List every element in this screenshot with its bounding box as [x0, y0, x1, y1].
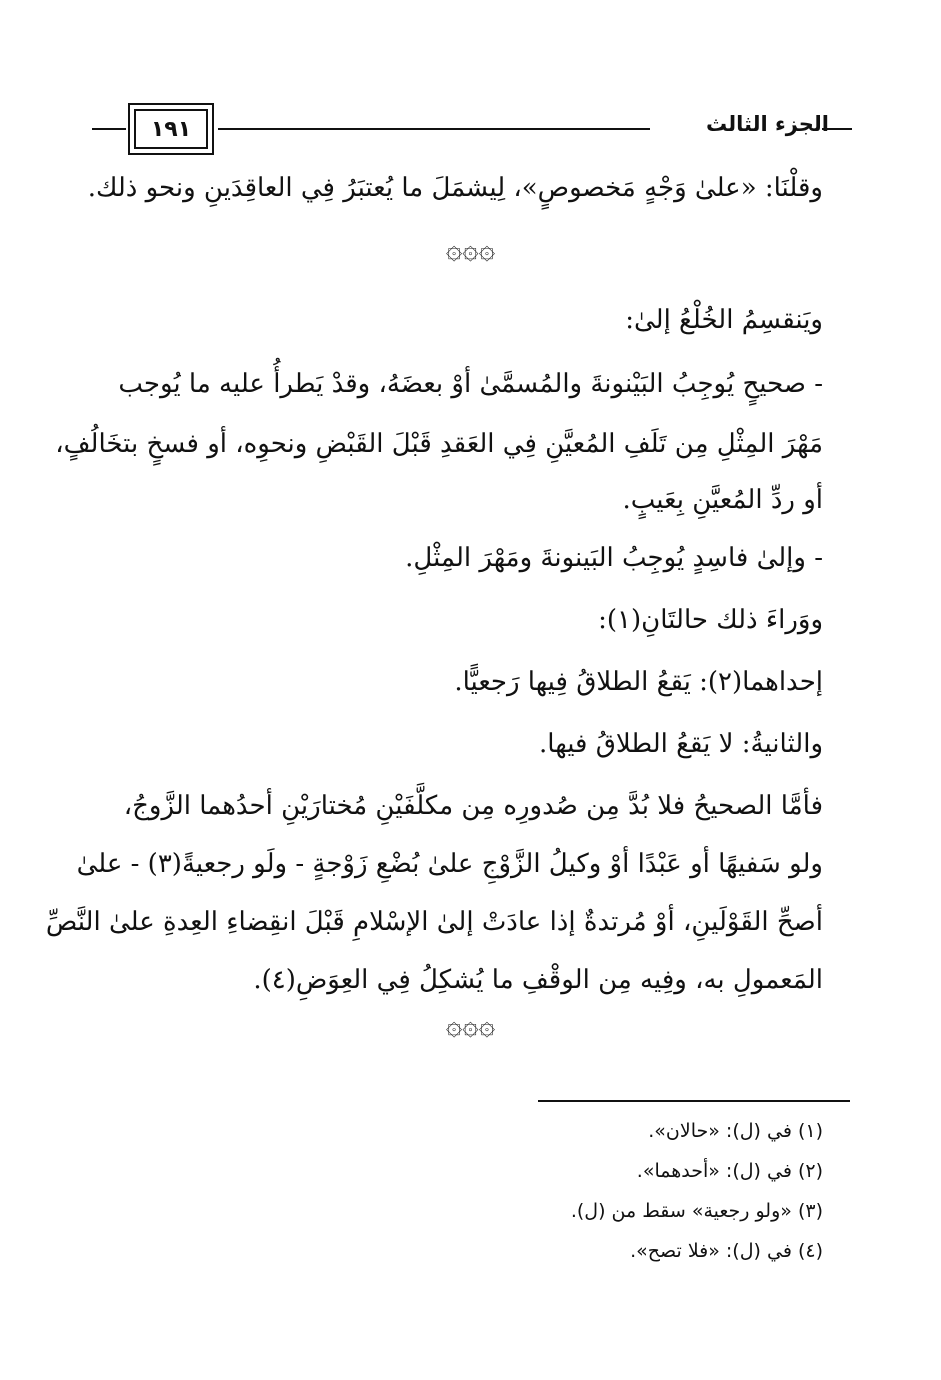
paragraph-1: وقلْنَا: «علىٰ وَجْهٍ مَخصوصٍ»، لِيشمَلَ ما يُعتبَرُ فِي العاقِدَينِ ونحو ذلك. [87, 173, 823, 203]
paragraph-3-line-3: أو ردِّ المُعيَّنِ بِعَيبٍ. [622, 485, 823, 515]
page-number: ١٩١ [134, 109, 208, 149]
running-header: الجزء الثالث [706, 112, 829, 136]
paragraph-7: والثانيةُ: لا يَقعُ الطلاقُ فيها. [539, 729, 823, 759]
paragraph-6: إحداهما(٢): يَقعُ الطلاقُ فِيها رَجعيًّا. [454, 667, 823, 697]
paragraph-8-line-3: أصحِّ القَوْلَينِ، أوْ مُرتدةٌ إذا عادَتْ إلىٰ الإسْلامِ قَبْلَ انقِضاءِ العِدةِ علىٰ النَّصِّ [45, 907, 823, 937]
section-separator-ornament: ۞۞۞ [445, 1008, 496, 1041]
paragraph-4: - وإلىٰ فاسِدٍ يُوجِبُ البَينونةَ ومَهْرَ المِثْلِ. [405, 543, 823, 573]
footnote-2: (٢) في (ل): «أحدهما». [636, 1160, 823, 1182]
paragraph-8-line-2: ولو سَفيهًا أو عَبْدًا أوْ وكيلُ الزَّوْجِ علىٰ بُضْعِ زَوْجةٍ - ولَو رجعيةً(٣) - علىٰ [76, 849, 823, 879]
page-number-frame [128, 103, 214, 155]
footnote-4: (٤) في (ل): «فلا تصح». [630, 1240, 823, 1262]
paragraph-8-line-1: فأمَّا الصحيحُ فلا بُدَّ مِن صُدورِه مِن مكلَّفَيْنِ مُختارَيْنِ أحدُهما الزَّوجُ، [123, 791, 823, 821]
paragraph-5: ووَراءَ ذلك حالتَانِ(١): [598, 605, 823, 635]
paragraph-3-line-2: مَهْرَ المِثْلِ مِن تَلَفِ المُعيَّنِ فِي العَقدِ قَبْلَ القَبْضِ ونحوِه، أو فسخٍ بتخَالُفٍ، [55, 429, 823, 459]
paragraph-2: ويَنقسِمُ الخُلْعُ إلىٰ: [625, 305, 823, 335]
paragraph-8-line-4: المَعمولِ به، وفِيه مِن الوقْفِ ما يُشكِلُ فِي العِوَضِ(٤). [253, 965, 823, 995]
paragraph-3-line-1: - صحيحٍ يُوجِبُ البَيْنونةَ والمُسمَّىٰ أوْ بعضَهُ، وقدْ يَطرأُ عليه ما يُوجب [118, 369, 823, 399]
footnote-1: (١) في (ل): «حالان». [648, 1120, 823, 1142]
footnote-rule [538, 1100, 850, 1102]
footnote-3: (٣) «ولو رجعية» سقط من (ل). [570, 1200, 823, 1222]
header-rule-center [218, 128, 650, 130]
section-separator-ornament: ۞۞۞ [445, 232, 496, 265]
header-rule-left [92, 128, 126, 130]
